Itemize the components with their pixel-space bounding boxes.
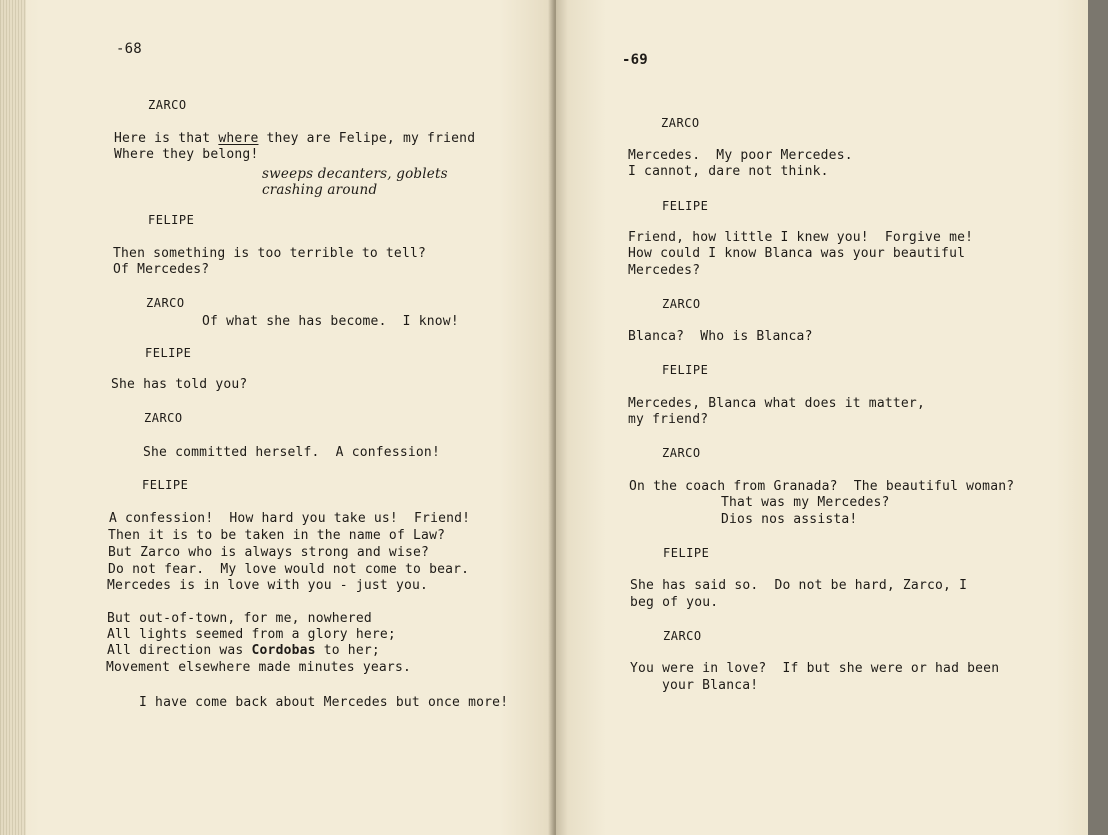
page-number: -69 (622, 52, 648, 68)
speaker-name: FELIPE (145, 346, 192, 360)
dialogue-line: Friend, how little I knew you! Forgive me! (628, 230, 974, 245)
dialogue-line: your Blanca! (662, 678, 759, 693)
speaker-name: FELIPE (142, 478, 189, 492)
right-page (556, 0, 1088, 835)
speaker-name: ZARCO (662, 297, 701, 311)
dialogue-line: Of Mercedes? (113, 262, 210, 277)
dialogue-line: Where they belong! (114, 147, 259, 162)
dialogue-line: I have come back about Mercedes but once more! (139, 695, 509, 710)
speaker-name: ZARCO (661, 116, 700, 130)
dialogue-line: beg of you. (630, 595, 719, 610)
dialogue-segment: Here is that (114, 131, 219, 146)
stage-direction: crashing around (262, 182, 378, 198)
dialogue-line: Then it is to be taken in the name of Law? (108, 528, 446, 543)
emphasized-word: Cordobas (251, 643, 316, 658)
speaker-name: FELIPE (663, 546, 710, 560)
dialogue-line: Blanca? Who is Blanca? (628, 329, 813, 344)
dialogue-line: She has said so. Do not be hard, Zarco, I (630, 578, 968, 593)
dialogue-segment: to her; (315, 643, 380, 658)
page-number: -68 (116, 41, 142, 57)
speaker-name: ZARCO (146, 296, 185, 310)
dialogue-line (107, 643, 380, 659)
dialogue-line: On the coach from Granada? The beautiful woman? (629, 479, 1015, 494)
dialogue-line: Mercedes, Blanca what does it matter, (628, 396, 925, 411)
scanner-background (1088, 0, 1108, 835)
dialogue-line: Do not fear. My love would not come to bear. (108, 562, 470, 577)
page-edges (0, 0, 26, 835)
speaker-name: ZARCO (148, 98, 187, 112)
dialogue-line: You were in love? If but she were or had been (630, 661, 1000, 676)
underlined-word: where (218, 131, 259, 146)
dialogue-line: my friend? (628, 412, 709, 427)
dialogue-line: A confession! How hard you take us! Friend! (109, 511, 471, 526)
dialogue-line: Mercedes. My poor Mercedes. (628, 148, 853, 163)
dialogue-line: Mercedes? (628, 263, 701, 278)
dialogue-line: Movement elsewhere made minutes years. (106, 660, 412, 675)
dialogue-line: She committed herself. A confession! (143, 445, 440, 460)
dialogue-line: But out-of-town, for me, nowhered (107, 611, 372, 626)
dialogue-line: That was my Mercedes? (721, 495, 890, 510)
dialogue-line (114, 131, 475, 147)
dialogue-line: Then something is too terrible to tell? (113, 246, 427, 261)
stage-direction: sweeps decanters, goblets (262, 166, 448, 182)
dialogue-line: All lights seemed from a glory here; (107, 627, 396, 642)
speaker-name: ZARCO (663, 629, 702, 643)
dialogue-line: Of what she has become. I know! (202, 314, 459, 329)
dialogue-line: How could I know Blanca was your beautiful (628, 246, 966, 261)
speaker-name: FELIPE (148, 213, 195, 227)
dialogue-line: But Zarco who is always strong and wise? (108, 545, 430, 560)
dialogue-line: She has told you? (111, 377, 248, 392)
speaker-name: FELIPE (662, 363, 709, 377)
dialogue-line: I cannot, dare not think. (628, 164, 829, 179)
dialogue-line: Mercedes is in love with you - just you. (107, 578, 429, 593)
speaker-name: FELIPE (662, 199, 709, 213)
speaker-name: ZARCO (662, 446, 701, 460)
dialogue-segment: they are Felipe, my friend (258, 131, 476, 146)
dialogue-segment: All direction was (107, 643, 252, 658)
speaker-name: ZARCO (144, 411, 183, 425)
dialogue-line: Dios nos assista! (721, 512, 858, 527)
